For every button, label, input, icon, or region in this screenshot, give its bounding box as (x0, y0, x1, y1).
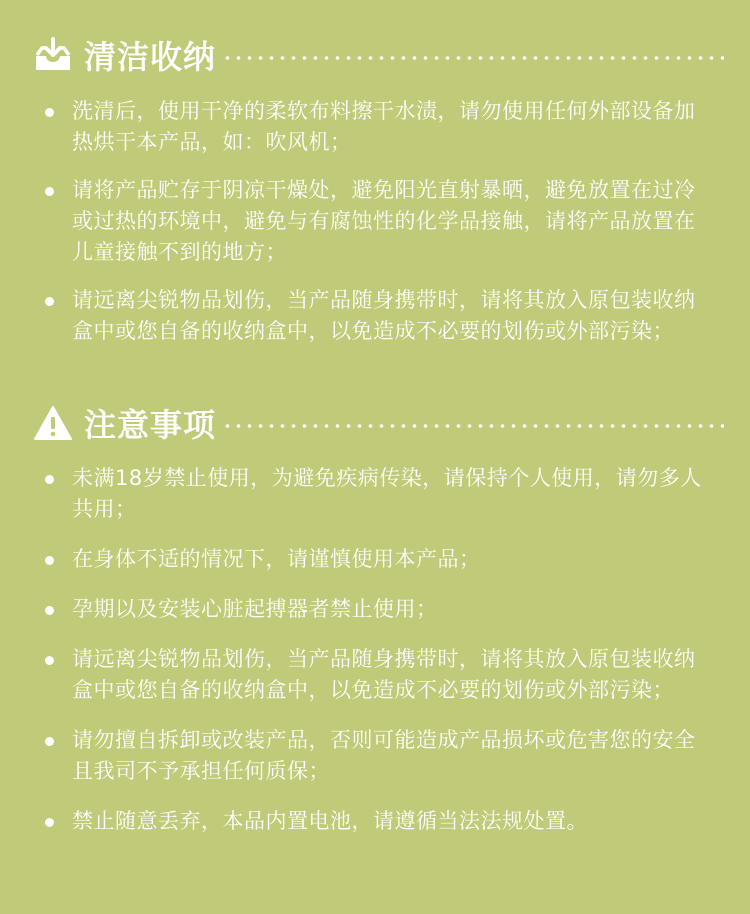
bullet-dot (45, 818, 54, 827)
list-item (0, 594, 750, 625)
list-item-text: 孕期以及安装心脏起搏器者禁止使用； (72, 597, 438, 621)
section-heading (0, 30, 750, 80)
list-item (0, 806, 750, 837)
list-item-text: 未满18岁禁止使用，为避免疾病传染，请保持个人使用，请勿多人共用； (72, 466, 702, 521)
list-item-text: 洗清后，使用干净的柔软布料擦干水渍，请勿使用任何外部设备加热烘干本产品，如：吹风机； (72, 99, 696, 154)
list-item-text: 在身体不适的情况下，请谨慎使用本产品； (72, 547, 481, 571)
list-item-text: 请远离尖锐物品划伤，当产品随身携带时，请将其放入原包装收纳盒中或您自备的收纳盒中，以免造成不必要的划伤或外部污染； (72, 288, 696, 343)
bullet-dot (45, 187, 54, 196)
list-item-text: 请远离尖锐物品划伤，当产品随身携带时，请将其放入原包装收纳盒中或您自备的收纳盒中，以免造成不必要的划伤或外部污染； (72, 647, 696, 702)
bullet-dot (45, 737, 54, 746)
bullet-dot (45, 108, 54, 117)
list-item (0, 285, 750, 347)
list-item (0, 175, 750, 268)
bullet-dot (45, 656, 54, 665)
list-item (0, 463, 750, 525)
list-item-text: 请勿擅自拆卸或改装产品，否则可能造成产品损坏或危害您的安全且我司不予承担任何质保； (72, 728, 696, 783)
dotted-divider (222, 423, 724, 429)
precautions-list (0, 463, 750, 837)
bullet-dot (45, 297, 54, 306)
list-item (0, 544, 750, 575)
cleaning-list (0, 96, 750, 347)
dotted-divider (222, 55, 724, 61)
bullet-dot (45, 475, 54, 484)
cleaning-storage-section (0, 30, 750, 364)
list-item (0, 96, 750, 158)
section-title: 清洁收纳 (84, 38, 217, 76)
bullet-dot (45, 606, 54, 615)
list-item-text: 禁止随意丢弃，本品内置电池，请遵循当法法规处置。 (72, 809, 588, 833)
warning-triangle-icon (32, 402, 74, 444)
list-item-text: 请将产品贮存于阴凉干燥处，避免阳光直射暴晒，避免放置在过冷或过热的环境中，避免与有腐蚀性的化学品接触，请将产品放置在儿童接触不到的地方； (72, 178, 696, 264)
section-heading (0, 398, 750, 448)
bullet-dot (45, 556, 54, 565)
precautions-section (0, 398, 750, 856)
list-item (0, 725, 750, 787)
inbox-download-icon (32, 34, 74, 76)
section-title: 注意事项 (84, 406, 217, 444)
list-item (0, 644, 750, 706)
